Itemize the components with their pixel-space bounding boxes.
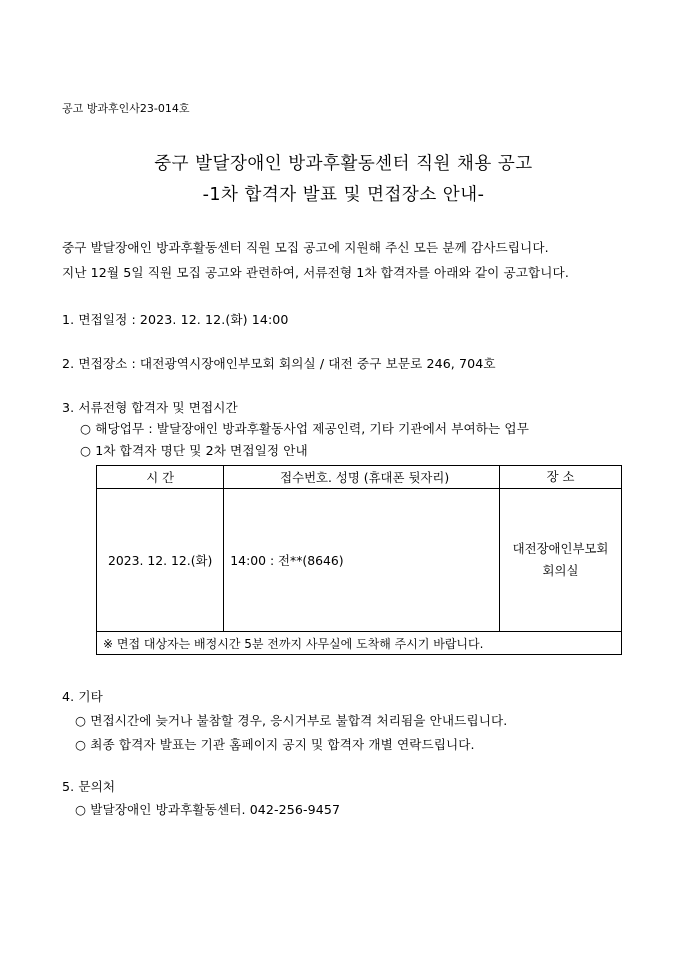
table-cell-applicant: 14:00 : 전**(8646) (224, 489, 500, 632)
table-note-row (97, 632, 622, 655)
section-applicants-bullet-duty: ○ 해당업무 : 발달장애인 방과후활동사업 제공인력, 기타 기관에서 부여하는 업무 (80, 421, 529, 436)
section-other-heading: 4. 기타 (62, 689, 103, 704)
interview-schedule-table (96, 465, 622, 655)
table-cell-place (500, 489, 622, 632)
table-header-place: 장 소 (500, 466, 622, 489)
intro-line-2: 지난 12월 5일 직원 모집 공고와 관련하여, 서류전형 1차 합격자를 아래와 같이 공고합니다. (62, 265, 569, 280)
table-note: ※ 면접 대상자는 배정시간 5분 전까지 사무실에 도착해 주시기 바랍니다. (97, 632, 622, 655)
table-header-time: 시 간 (97, 466, 224, 489)
section-applicants-bullet-list: ○ 1차 합격자 명단 및 2차 면접일정 안내 (80, 443, 308, 458)
table-header-row (97, 466, 622, 489)
section-contact-heading: 5. 문의처 (62, 779, 116, 794)
intro-line-1: 중구 발달장애인 방과후활동센터 직원 모집 공고에 지원해 주신 모든 분께 감사드립니다. (62, 240, 549, 255)
page-subtitle: -1차 합격자 발표 및 면접장소 안내- (202, 185, 485, 205)
section-interview-schedule: 1. 면접일정 : 2023. 12. 12.(화) 14:00 (62, 312, 289, 327)
section-interview-location: 2. 면접장소 : 대전광역시장애인부모회 회의실 / 대전 중구 보문로 246, 704호 (62, 356, 496, 371)
table-header-applicant: 접수번호. 성명 (휴대폰 뒷자리) (224, 466, 500, 489)
document-number: 공고 방과후인사23-014호 (62, 102, 190, 115)
place-line-1: 대전장애인부모회 (512, 541, 609, 556)
page-title: 중구 발달장애인 방과후활동센터 직원 채용 공고 (154, 154, 533, 174)
section-other-bullet-final: ○ 최종 합격자 발표는 기관 홈페이지 공지 및 합격자 개별 연락드립니다. (75, 737, 475, 752)
section-applicants-heading: 3. 서류전형 합격자 및 면접시간 (62, 400, 238, 415)
place-line-2: 회의실 (542, 563, 579, 578)
section-contact-bullet: ○ 발달장애인 방과후활동센터. 042-256-9457 (75, 802, 341, 817)
section-other-bullet-late: ○ 면접시간에 늦거나 불참할 경우, 응시거부로 불합격 처리됨을 안내드립니다. (75, 713, 508, 728)
table-row (97, 489, 622, 632)
table-cell-time: 2023. 12. 12.(화) (97, 489, 224, 632)
